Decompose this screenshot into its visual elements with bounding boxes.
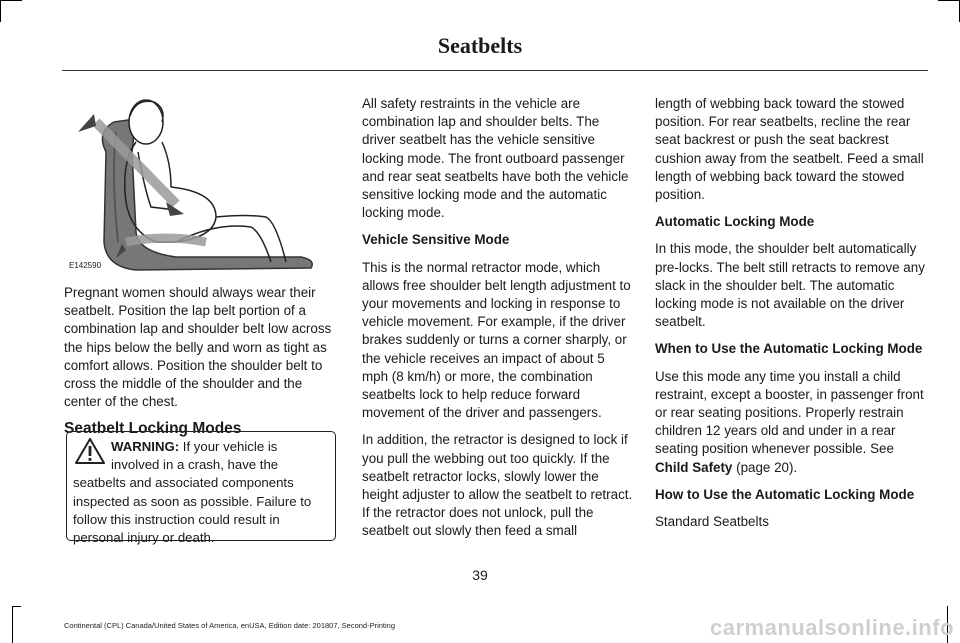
crop-mark bbox=[0, 0, 1, 22]
page-reference: (page 20). bbox=[732, 459, 798, 475]
footer-text: Continental (CPL) Canada/United States of America, enUSA, Edition date: 201807, Second-Printing bbox=[64, 621, 396, 630]
crop-mark bbox=[12, 606, 13, 643]
paragraph: All safety restraints in the vehicle are combination lap and shoulder belts. The driver seatbelt has the vehicle sensitive locking mode. The front outboard passenger and rear seat seatbelts have both the vehicle sensitive locking mode and the automatic locking mode. bbox=[362, 96, 629, 221]
paragraph: In this mode, the shoulder belt automatically pre-locks. The belt still retracts to remove any slack in the shoulder belt. The automatic locking mode is not available on the driver seatbelt. bbox=[655, 241, 925, 330]
warning-box bbox=[66, 431, 336, 546]
subheading: Vehicle Sensitive Mode bbox=[362, 232, 510, 248]
crop-mark bbox=[12, 606, 21, 607]
seatbelt-illustration-icon bbox=[66, 92, 334, 272]
column-right bbox=[655, 95, 929, 540]
subheading: Automatic Locking Mode bbox=[655, 214, 815, 230]
subheading: When to Use the Automatic Locking Mode bbox=[655, 341, 923, 357]
page-title: Seatbelts bbox=[437, 33, 523, 58]
crop-mark bbox=[938, 0, 960, 1]
intro-paragraph: Pregnant women should always wear their seatbelt. Position the lap belt portion of a combination lap and shoulder belt low across the hips below the belly and worn as tight as comfort allows. Position the shoulder belt to cross the middle of the shoulder and the center of the chest. bbox=[64, 285, 332, 410]
paragraph bbox=[655, 368, 929, 477]
paragraph-text: Use this mode any time you install a child restraint, except a booster, in passenger front or rear seating positions. Properly restrain children 12 years old and under in a rear seating position whenever possible. See bbox=[655, 368, 924, 457]
paragraph: In addition, the retractor is designed to lock if you pull the webbing out too quickly. If the seatbelt retractor locks, slowly lower the height adjuster to allow the seatbelt to retract. If the retractor does not unlock, pull the seatbelt out slowly then feed a small bbox=[362, 432, 633, 539]
crop-mark bbox=[0, 0, 22, 1]
header-rule bbox=[62, 70, 928, 71]
pregnant-seatbelt-illustration bbox=[66, 92, 334, 272]
paragraph: This is the normal retractor mode, which allows free shoulder belt length adjustment to your movements and locking in response to vehicle movement. For example, if the driver brakes suddenly or turns a corner sharply, or the vehicle receives an impact of about 5 mph (8 km/h) or more, the combination seatbelts lock to help reduce forward movement of the driver and passengers. bbox=[362, 259, 631, 421]
page-number: 39 bbox=[472, 567, 488, 583]
section-heading: Seatbelt Locking Modes bbox=[64, 420, 242, 438]
paragraph: Standard Seatbelts bbox=[655, 514, 769, 530]
warning-triangle-icon bbox=[75, 438, 105, 464]
child-safety-link[interactable]: Child Safety bbox=[655, 459, 733, 475]
figure-code: E142590 bbox=[69, 261, 102, 270]
watermark: carmanualsonline.info bbox=[710, 615, 954, 640]
warning-label: WARNING: bbox=[111, 439, 180, 454]
warning-text: If your vehicle is involved in a crash, have the seatbelts and associated components inspected as soon as possible. Failure to follow this instruction could result in personal injury or death. bbox=[73, 439, 312, 546]
column-middle bbox=[362, 95, 634, 550]
subheading: How to Use the Automatic Locking Mode bbox=[655, 486, 915, 502]
paragraph: length of webbing back toward the stowed position. For rear seatbelts, recline the rear seat backrest or push the seat backrest cushion away from the seatbelt. Feed a small length of webbing back toward the stowed position. bbox=[655, 96, 924, 203]
